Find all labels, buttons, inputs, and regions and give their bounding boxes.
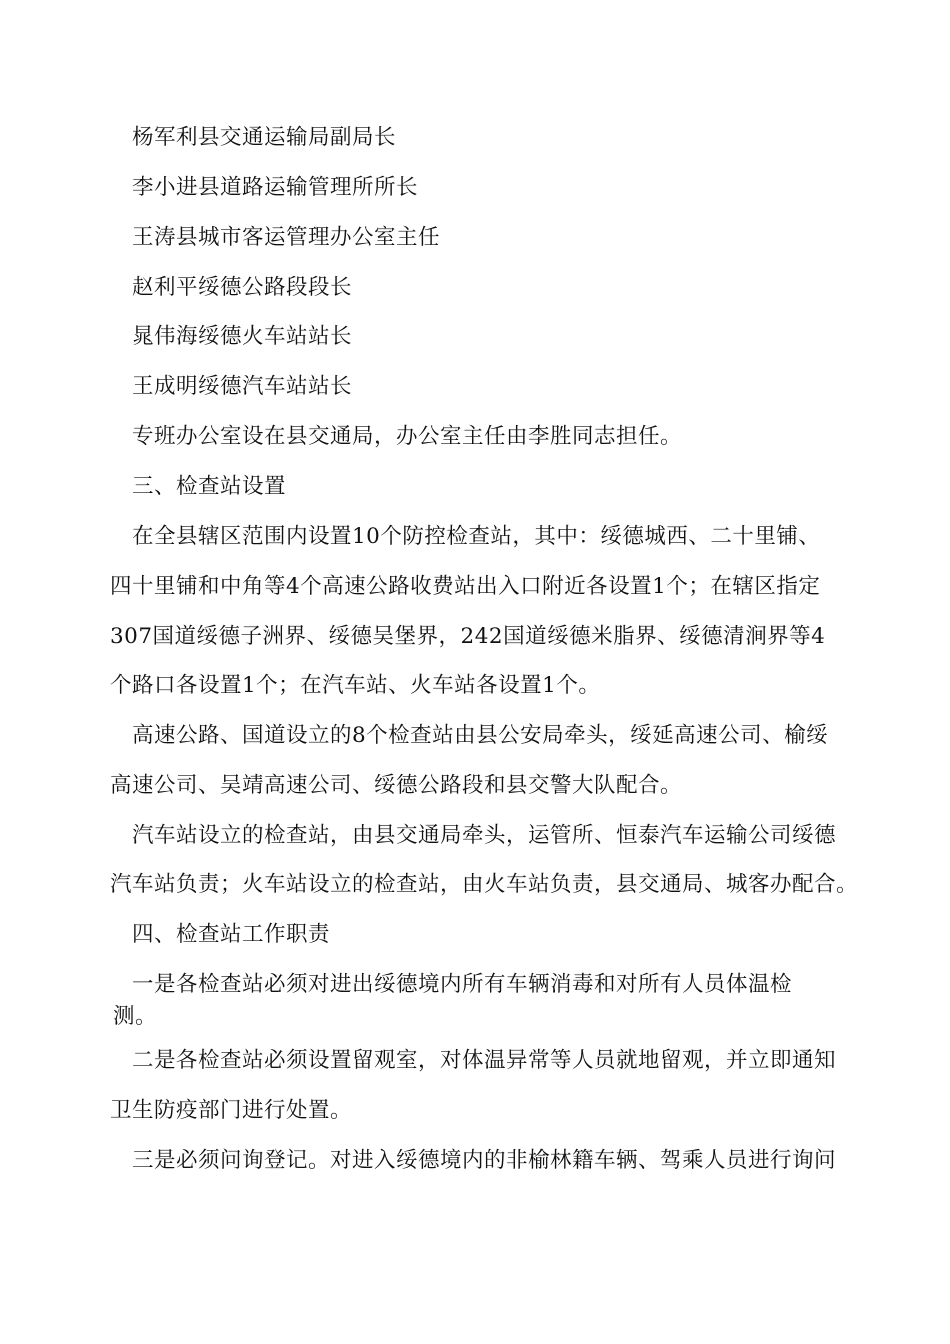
text-line: 卫生防疫部门进行处置。 <box>110 1098 353 1123</box>
text-line: 307国道绥德子洲界、绥德吴堡界，242国道绥德米脂界、绥德清涧界等4 <box>110 624 826 649</box>
text-line: 汽车站负责；火车站设立的检查站，由火车站负责，县交通局、城客办配合。 <box>110 872 859 897</box>
text-line: 汽车站设立的检查站，由县交通局牵头，运管所、恒泰汽车运输公司绥德 <box>132 823 837 848</box>
text-line: 专班办公室设在县交通局，办公室主任由李胜同志担任。 <box>132 424 683 449</box>
text-line: 二是各检查站必须设置留观室，对体温异常等人员就地留观，并立即通知 <box>132 1048 837 1073</box>
text-line: 赵利平绥德公路段段长 <box>132 275 353 300</box>
text-line: 四十里铺和中角等4个高速公路收费站出入口附近各设置1个；在辖区指定 <box>110 574 821 599</box>
text-line: 杨军利县交通运输局副局长 <box>132 125 397 150</box>
text-line: 王涛县城市客运管理办公室主任 <box>132 225 441 250</box>
text-line: 王成明绥德汽车站站长 <box>132 374 353 399</box>
section-heading: 三、检查站设置 <box>132 474 287 499</box>
text-line: 在全县辖区范围内设置10个防控检查站，其中：绥德城西、二十里铺、 <box>132 524 821 549</box>
text-line: 晁伟海绥德火车站站长 <box>132 324 353 349</box>
text-line: 测。 <box>113 1004 158 1029</box>
text-line: 高速公司、吴靖高速公司、绥德公路段和县交警大队配合。 <box>110 773 683 798</box>
text-line: 李小进县道路运输管理所所长 <box>132 175 419 200</box>
section-heading: 四、检查站工作职责 <box>132 922 331 947</box>
text-line: 三是必须问询登记。对进入绥德境内的非榆林籍车辆、驾乘人员进行询问 <box>132 1148 837 1173</box>
text-line: 一是各检查站必须对进出绥德境内所有车辆消毒和对所有人员体温检 <box>132 972 793 997</box>
text-line: 个路口各设置1个；在汽车站、火车站各设置1个。 <box>110 673 601 698</box>
text-line: 高速公路、国道设立的8个检查站由县公安局牵头，绥延高速公司、榆绥 <box>132 723 829 748</box>
